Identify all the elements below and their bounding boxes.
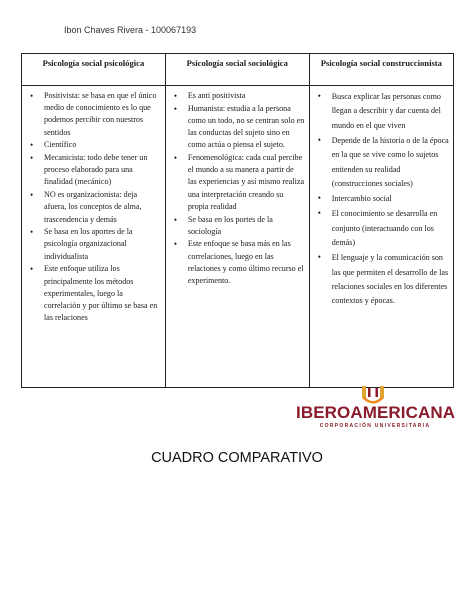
- column-cell-construccionista: [309, 86, 453, 388]
- list-item: • Depende de la historia o de la época en la que se vive como lo sujetos entienden su realidad (construcciones sociales): [314, 134, 449, 192]
- table-header-row: [22, 54, 454, 86]
- column-cell-sociologica: [165, 86, 309, 388]
- list-item: • Científico: [26, 139, 161, 151]
- list-item: • Es anti positivista: [170, 90, 305, 102]
- bullet-list: [314, 90, 449, 309]
- list-item: • Positivista: se basa en que el único medio de conocimiento es lo que podemos percibir con nuestros sentidos: [26, 90, 161, 139]
- logo-subtitle: CORPORACIÓN UNIVERSITARIA: [319, 423, 431, 429]
- list-item: • Fenomenológica: cada cual percibe el mundo a su manera a partir de las experiencias y así mismo realiza una interpretación creando su propia realidad: [170, 152, 305, 213]
- table-row: [22, 86, 454, 388]
- bullet-list: [170, 90, 305, 287]
- column-header-construccionista: Psicología social construccionista: [309, 54, 453, 86]
- list-item: • El lenguaje y la comunicación son las que permiten el desarrollo de las relaciones sociales en los diferentes contextos y épocas.: [314, 251, 449, 309]
- column-header-sociologica: Psicología social sociológica: [165, 54, 309, 86]
- list-item: • Se basa en los aportes de la psicología organizacional individualista: [26, 226, 161, 263]
- iberoamericana-logo: [296, 385, 454, 437]
- list-item: • Intercambio social: [314, 192, 449, 206]
- list-item: • El conocimiento se desarrolla en conjunto (interactuando con los demás): [314, 207, 449, 250]
- list-item: • Se basa en los portes de la sociología: [170, 214, 305, 238]
- list-item: • Humanista: estudia a la persona como un todo, no se centran solo en las conductas del sujeto sino en como actúa o piensa el sujeto.: [170, 103, 305, 152]
- list-item: • NO es organizacionista: deja afuera, los conceptos de alma, trascendencia y demás: [26, 189, 161, 226]
- column-cell-psicologica: [22, 86, 166, 388]
- column-header-psicologica: Psicología social psicológica: [22, 54, 166, 86]
- list-item: • Busca explicar las personas como llegan a describir y dar cuenta del mundo en el que viven: [314, 90, 449, 133]
- comparison-table: [21, 53, 454, 388]
- list-item: • Este enfoque se basa más en las correlaciones, luego en las relaciones y como último recurso el experimento.: [170, 238, 305, 287]
- list-item: • Este enfoque utiliza los principalmente los métodos experimentales, luego la correlación y por último se basa en las relaciones: [26, 263, 161, 324]
- document-title: CUADRO COMPARATIVO: [151, 450, 323, 466]
- list-item: • Mecanicista: todo debe tener un proceso elaborado para una finalidad (mecánico): [26, 152, 161, 189]
- logo-brand-name: IBEROAMERICANA: [296, 403, 456, 422]
- author-line: Ibon Chaves Rivera - 100067193: [64, 25, 197, 35]
- bullet-list: [26, 90, 161, 324]
